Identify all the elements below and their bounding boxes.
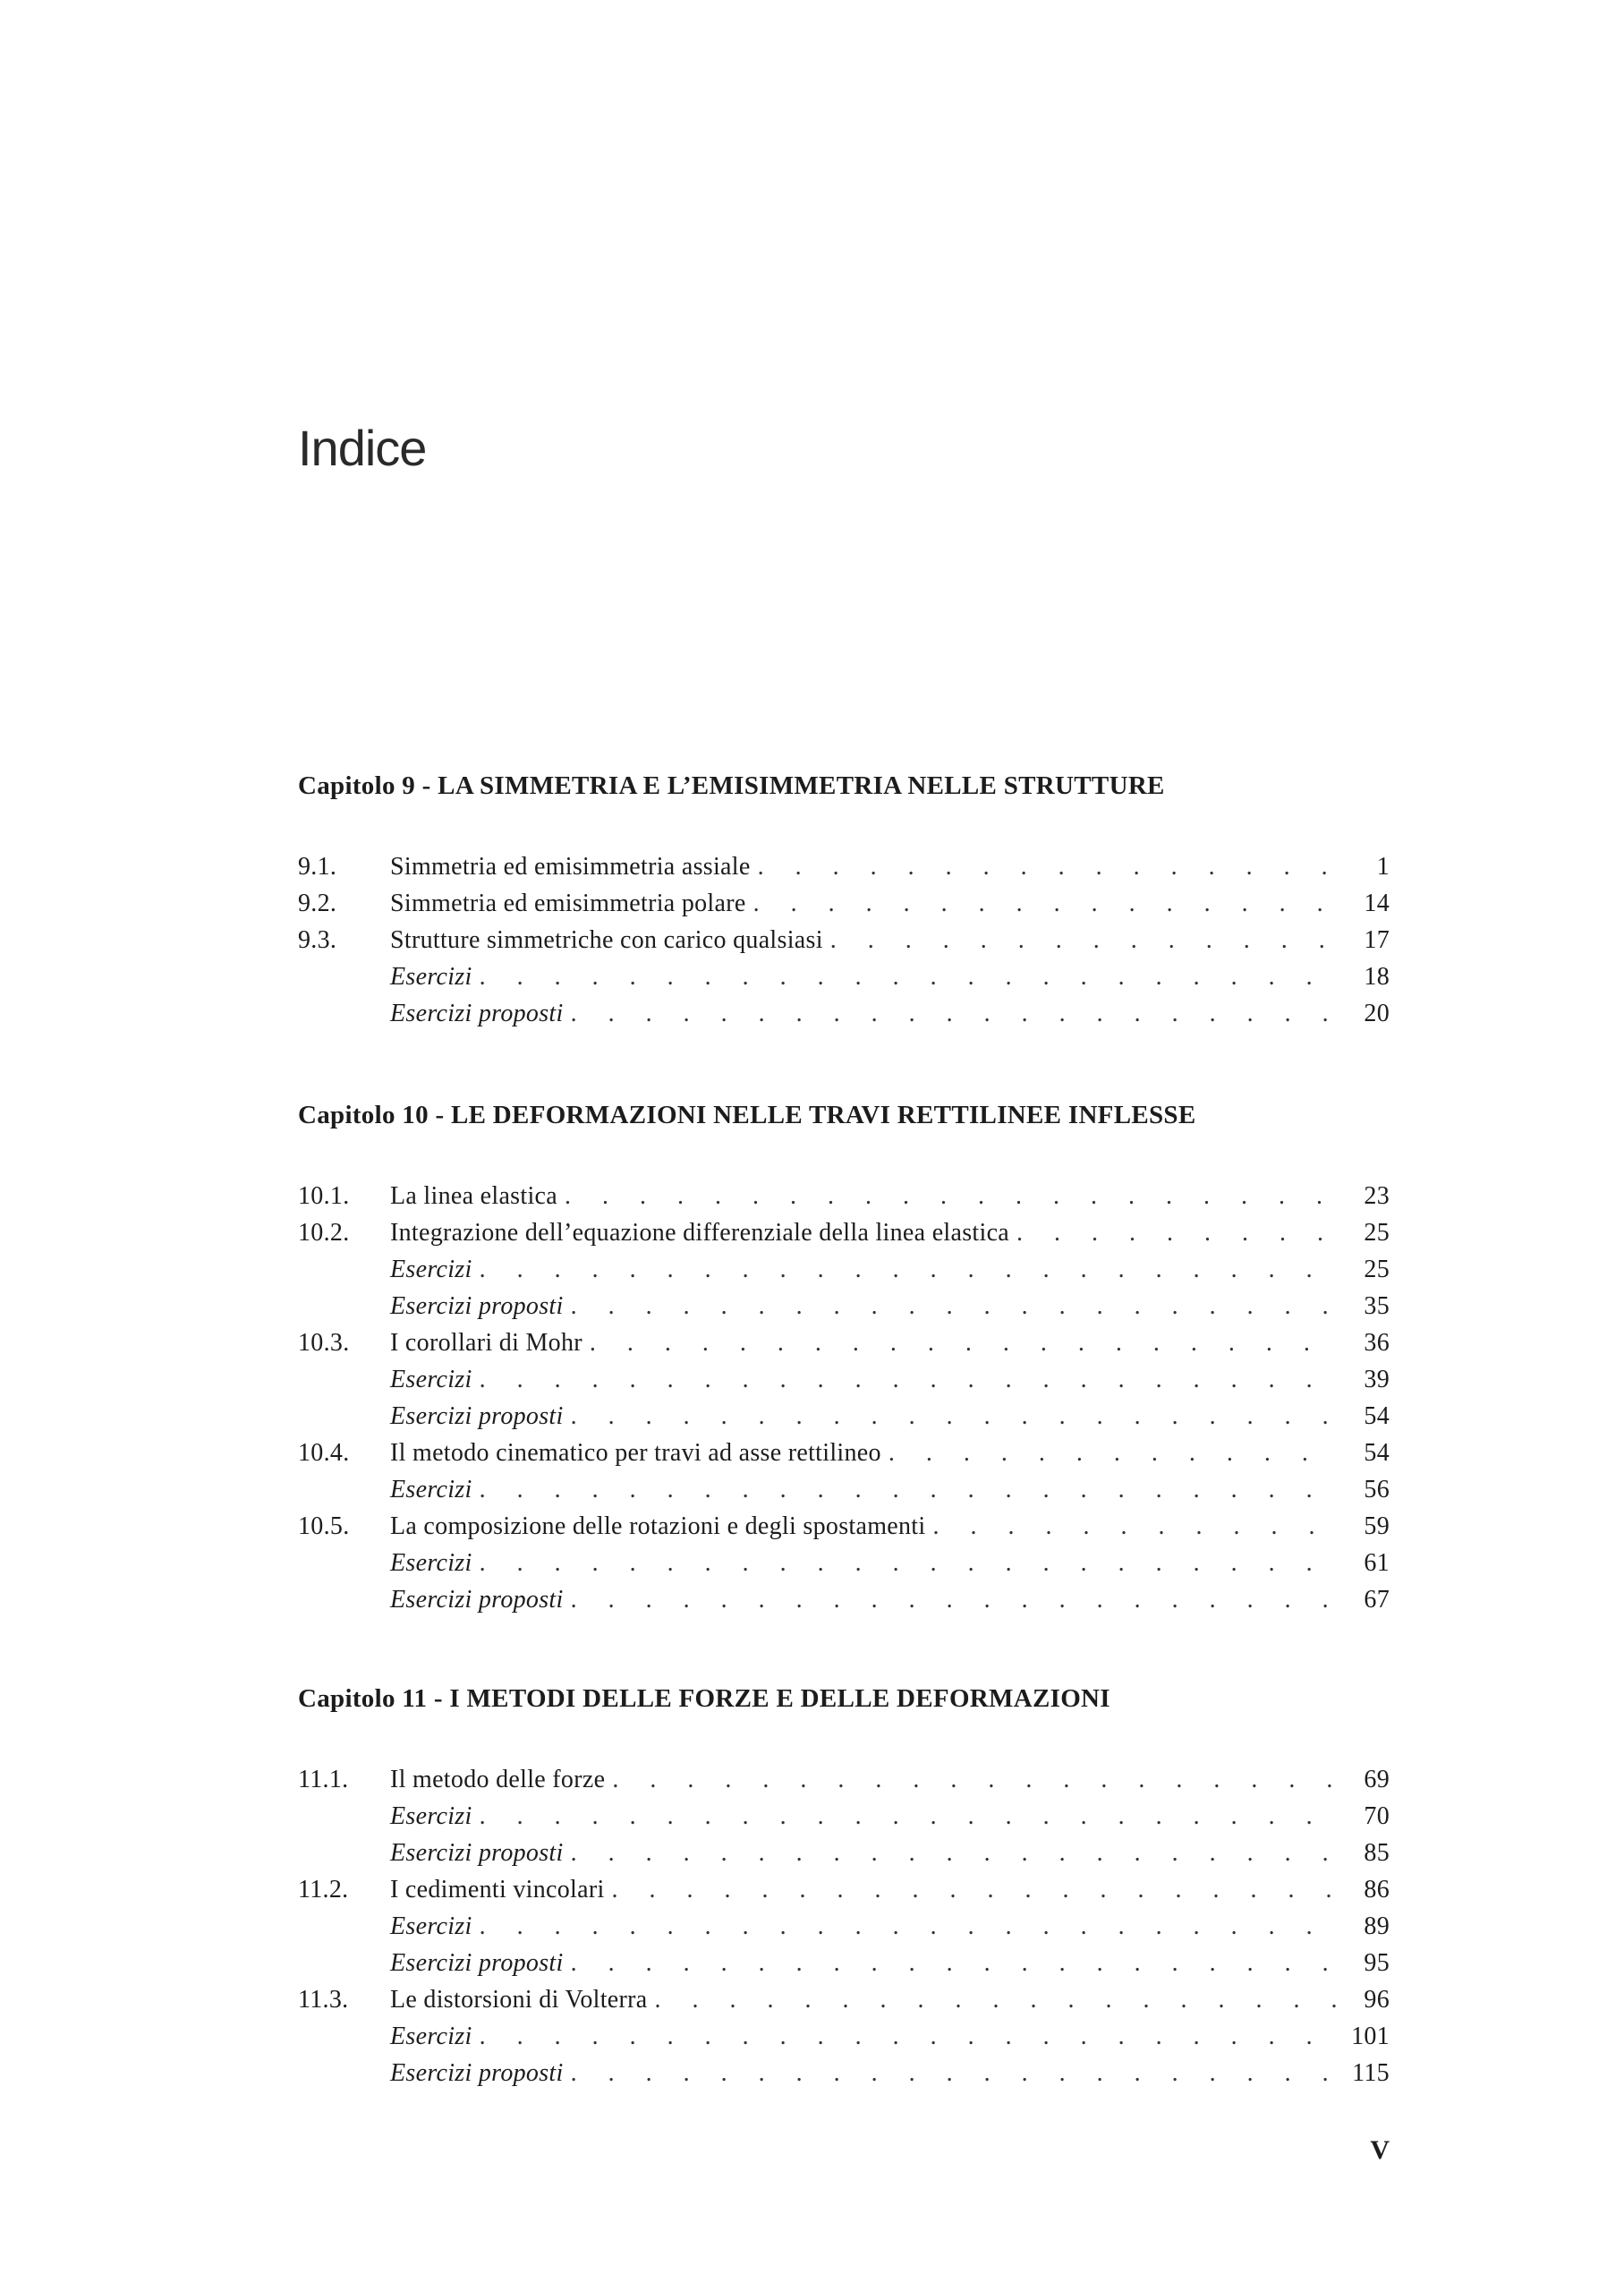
section-number: 10.5. [298,1512,350,1540]
page-ref: 1 [1376,853,1390,881]
toc-entry[interactable] [298,1288,1390,1324]
leader-dots [830,922,1336,958]
section-title: Esercizi proposti [390,1839,564,1867]
leader-dots [571,1835,1336,1871]
page-ref: 39 [1364,1366,1390,1393]
leader-dots [480,958,1336,995]
chapter-title: LA SIMMETRIA E L’EMISIMMETRIA NELLE STRUTTURE [438,771,1165,800]
toc-entry[interactable] [298,848,1390,885]
page-ref: 61 [1364,1549,1390,1577]
leader-dots [889,1435,1336,1471]
section-title: I cedimenti vincolari [390,1876,605,1903]
toc-entry[interactable] [298,1545,1390,1581]
toc-entry[interactable] [298,885,1390,922]
toc-entry[interactable] [298,1761,1390,1798]
page-ref: 25 [1364,1256,1390,1283]
toc-entry[interactable] [298,1214,1390,1251]
section-title: Esercizi [390,1366,472,1393]
toc-entry[interactable] [298,995,1390,1032]
section-number: 10.2. [298,1219,350,1247]
leader-dots [612,1761,1336,1798]
leader-dots [480,1798,1336,1835]
toc-entry[interactable] [298,922,1390,958]
section-title: La composizione delle rotazioni e degli spostamenti [390,1512,926,1540]
toc-entry[interactable] [298,1251,1390,1288]
page-number: V [1370,2135,1390,2165]
chapter-9 [298,770,1390,1032]
section-title: Esercizi [390,2023,472,2050]
section-title: Esercizi proposti [390,1586,564,1614]
leader-dots [565,1178,1336,1214]
toc-entry[interactable] [298,1324,1390,1361]
toc-entry[interactable] [298,1871,1390,1908]
chapter-10 [298,1099,1390,1618]
section-title: Il metodo delle forze [390,1766,606,1793]
chapter-heading [298,770,1390,802]
chapter-heading [298,1099,1390,1131]
leader-dots [480,2018,1336,2055]
section-title: Esercizi proposti [390,1292,564,1320]
toc-entries [298,848,1390,1032]
chapter-title: LE DEFORMAZIONI NELLE TRAVI RETTILINEE INFLESSE [450,1101,1196,1129]
toc-entry[interactable] [298,958,1390,995]
section-number: 10.4. [298,1439,350,1467]
section-title: Esercizi proposti [390,1402,564,1430]
chapter-prefix: Capitolo 11 - [298,1684,443,1713]
page-ref: 96 [1364,1986,1390,2014]
toc-entry[interactable] [298,1908,1390,1945]
section-title: Esercizi proposti [390,1949,564,1977]
page-ref: 25 [1364,1219,1390,1247]
section-title: Le distorsioni di Volterra [390,1986,648,2014]
toc-entry[interactable] [298,1471,1390,1508]
section-title: Esercizi [390,1802,472,1830]
toc-entries [298,1178,1390,1618]
page-title: Indice [298,420,427,476]
section-title: Esercizi [390,1549,472,1577]
leader-dots [612,1871,1336,1908]
leader-dots [480,1471,1336,1508]
leader-dots [571,1288,1336,1324]
page-ref: 23 [1364,1182,1390,1210]
section-title: Strutture simmetriche con carico qualsiasi [390,926,823,954]
section-title: La linea elastica [390,1182,557,1210]
page-ref: 20 [1364,1000,1390,1027]
toc-entries [298,1761,1390,2091]
page-ref: 17 [1364,926,1390,954]
section-title: Esercizi [390,1256,472,1283]
toc-entry[interactable] [298,1435,1390,1471]
toc-entry[interactable] [298,1508,1390,1545]
toc-entry[interactable] [298,1581,1390,1618]
leader-dots [932,1508,1336,1545]
section-number: 9.3. [298,926,337,954]
page-ref: 59 [1364,1512,1390,1540]
leader-dots [480,1908,1336,1945]
page-ref: 101 [1351,2023,1390,2050]
section-title: Esercizi [390,1476,472,1503]
leader-dots [480,1545,1336,1581]
section-title: Esercizi proposti [390,1000,564,1027]
toc-entry[interactable] [298,1178,1390,1214]
page-ref: 18 [1364,963,1390,991]
section-title: Esercizi proposti [390,2059,564,2087]
section-number: 9.2. [298,890,337,917]
chapter-prefix: Capitolo 9 - [298,771,431,800]
leader-dots [571,995,1336,1032]
leader-dots [480,1251,1336,1288]
page-ref: 85 [1364,1839,1390,1867]
leader-dots [571,1398,1336,1435]
page-ref: 67 [1364,1586,1390,1614]
section-number: 10.1. [298,1182,350,1210]
toc-entry[interactable] [298,1945,1390,1981]
toc-entry[interactable] [298,2018,1390,2055]
section-title: I corollari di Mohr [390,1329,582,1357]
leader-dots [571,2055,1336,2091]
chapter-heading [298,1682,1390,1715]
page-ref: 86 [1364,1876,1390,1903]
section-number: 11.3. [298,1986,349,2014]
page-ref: 54 [1364,1402,1390,1430]
section-title: Esercizi [390,1912,472,1940]
section-number: 11.1. [298,1766,349,1793]
toc-entry[interactable] [298,1398,1390,1435]
toc-entry[interactable] [298,1981,1390,2018]
leader-dots [758,848,1336,885]
section-title: Esercizi [390,963,472,991]
section-title: Simmetria ed emisimmetria polare [390,890,746,917]
chapter-11 [298,1682,1390,2091]
section-number: 10.3. [298,1329,350,1357]
leader-dots [571,1581,1336,1618]
page-ref: 14 [1364,890,1390,917]
section-title: Integrazione dell’equazione differenziale della linea elastica [390,1219,1010,1247]
leader-dots [590,1324,1336,1361]
leader-dots [571,1945,1336,1981]
page-ref: 69 [1364,1766,1390,1793]
section-title: Simmetria ed emisimmetria assiale [390,853,751,881]
leader-dots [480,1361,1336,1398]
page-ref: 35 [1364,1292,1390,1320]
chapter-title: I METODI DELLE FORZE E DELLE DEFORMAZIONI [449,1684,1110,1713]
page-ref: 54 [1364,1439,1390,1467]
leader-dots [1016,1214,1336,1251]
page-ref: 70 [1364,1802,1390,1830]
section-number: 9.1. [298,853,337,881]
toc-entry[interactable] [298,1361,1390,1398]
page-ref: 36 [1364,1329,1390,1357]
chapter-prefix: Capitolo 10 - [298,1101,445,1129]
page-ref: 56 [1364,1476,1390,1503]
section-number: 11.2. [298,1876,349,1903]
toc-entry[interactable] [298,2055,1390,2091]
leader-dots [655,1981,1336,2018]
leader-dots [753,885,1336,922]
page-ref: 89 [1364,1912,1390,1940]
toc-entry[interactable] [298,1835,1390,1871]
page-ref: 115 [1352,2059,1390,2087]
toc-entry[interactable] [298,1798,1390,1835]
section-title: Il metodo cinematico per travi ad asse rettilineo [390,1439,881,1467]
page-ref: 95 [1364,1949,1390,1977]
